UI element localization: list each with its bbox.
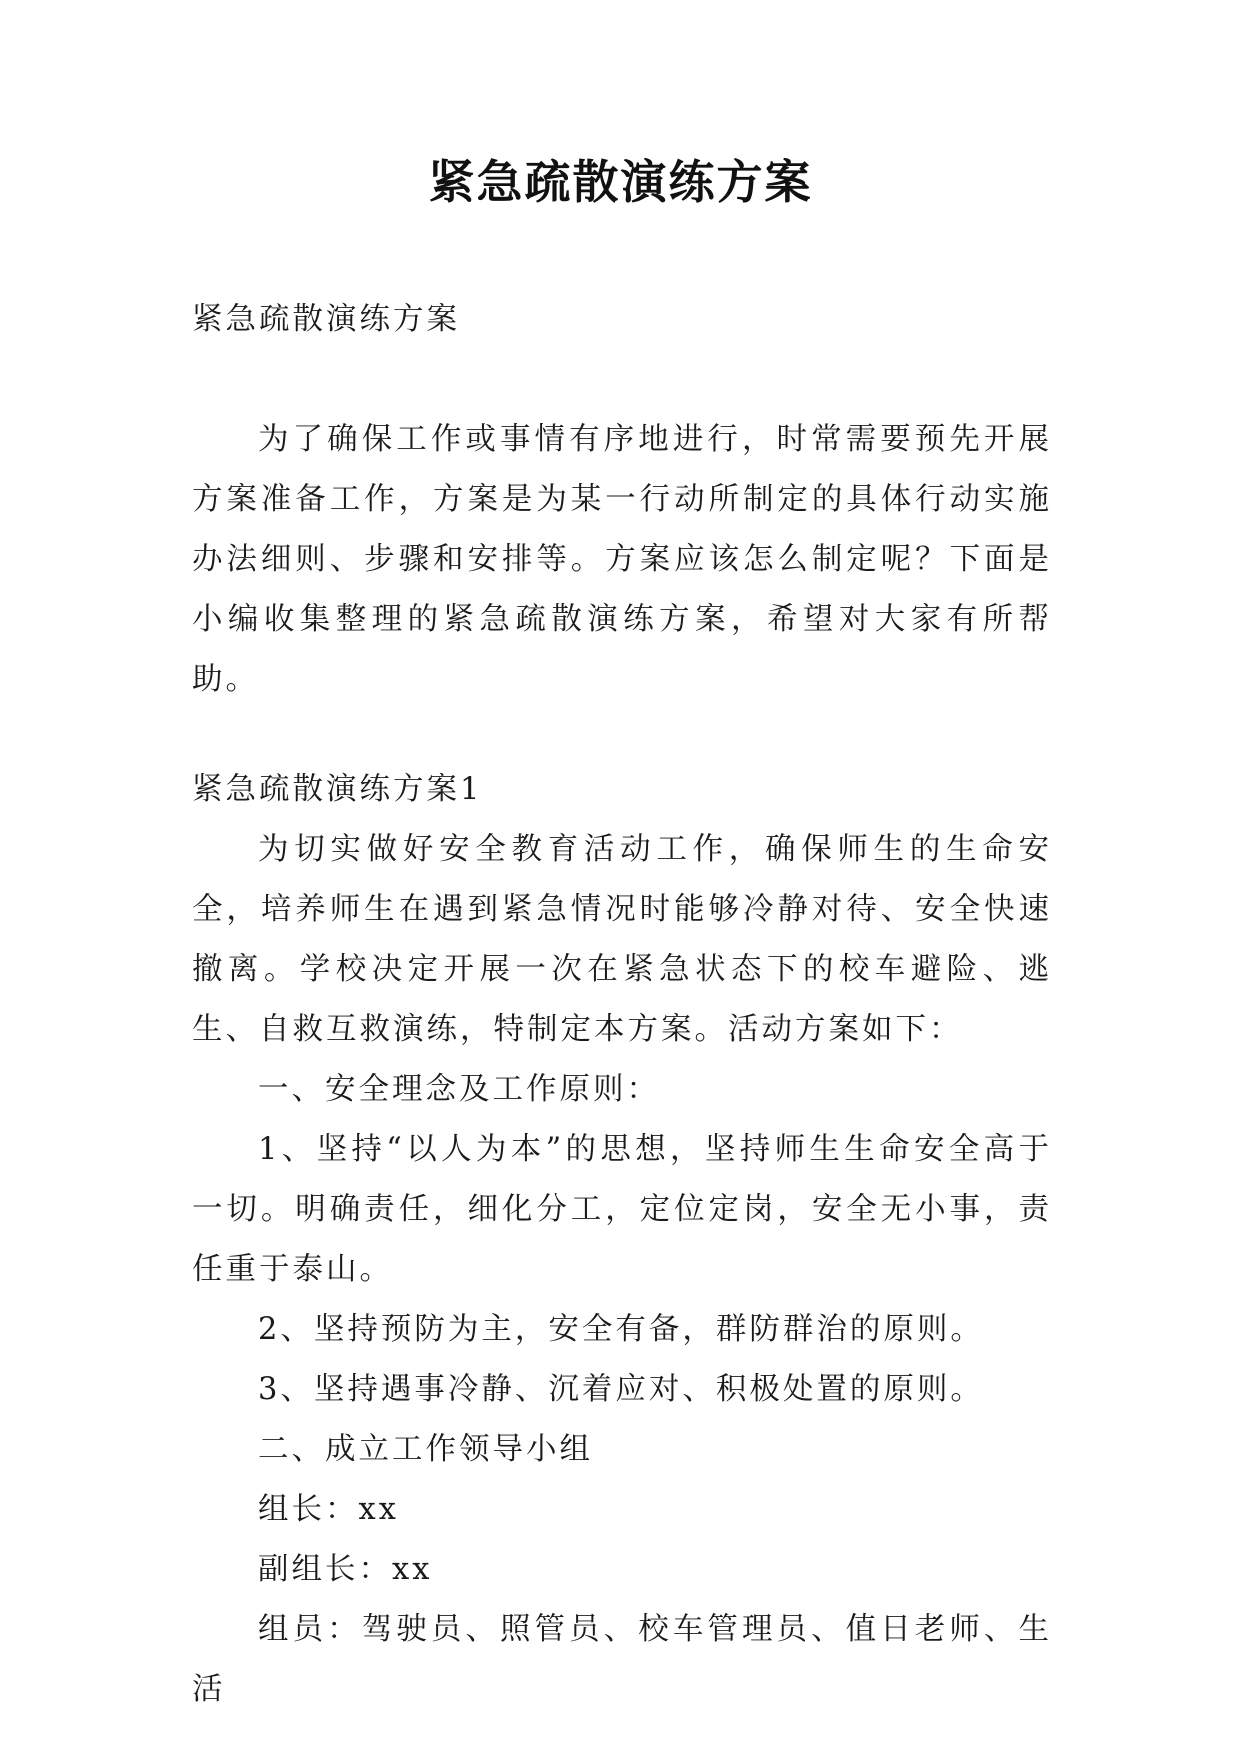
list-item: 2、坚持预防为主，安全有备，群防群治的原则。 bbox=[258, 1312, 984, 1347]
group-leader: 组长：xx bbox=[258, 1492, 399, 1527]
section-heading-leadership-group: 二、成立工作领导小组 bbox=[258, 1432, 593, 1467]
intro-paragraph: 为了确保工作或事情有序地进行，时常需要预先开展方案准备工作，方案是为某一行动所制定的具体行动实施办法细则、步骤和安排等。方案应该怎么制定呢？下面是小编收集整理的紧急疏散演练方案，希望对大家有所帮助。 bbox=[192, 422, 1052, 697]
group-members: 组员：驾驶员、照管员、校车管理员、值日老师、生活 bbox=[192, 1612, 1052, 1707]
document-body bbox=[192, 290, 1052, 1720]
list-item: 3、坚持遇事冷静、沉着应对、积极处置的原则。 bbox=[258, 1372, 984, 1407]
list-item: 1、坚持“以人为本”的思想，坚持师生生命安全高于一切。明确责任，细化分工，定位定岗，安全无小事，责任重于泰山。 bbox=[192, 1132, 1052, 1287]
document-subtitle: 紧急疏散演练方案 bbox=[192, 302, 460, 337]
section-heading-safety-principles: 一、安全理念及工作原则： bbox=[258, 1072, 660, 1107]
body-paragraph: 为切实做好安全教育活动工作，确保师生的生命安全，培养师生在遇到紧急情况时能够冷静对待、安全快速撤离。学校决定开展一次在紧急状态下的校车避险、逃生、自救互救演练，特制定本方案。活动方案如下： bbox=[192, 832, 1052, 1047]
document-title: 紧急疏散演练方案 bbox=[428, 155, 813, 209]
deputy-group-leader: 副组长：xx bbox=[258, 1552, 433, 1587]
section-heading: 紧急疏散演练方案1 bbox=[192, 772, 483, 807]
